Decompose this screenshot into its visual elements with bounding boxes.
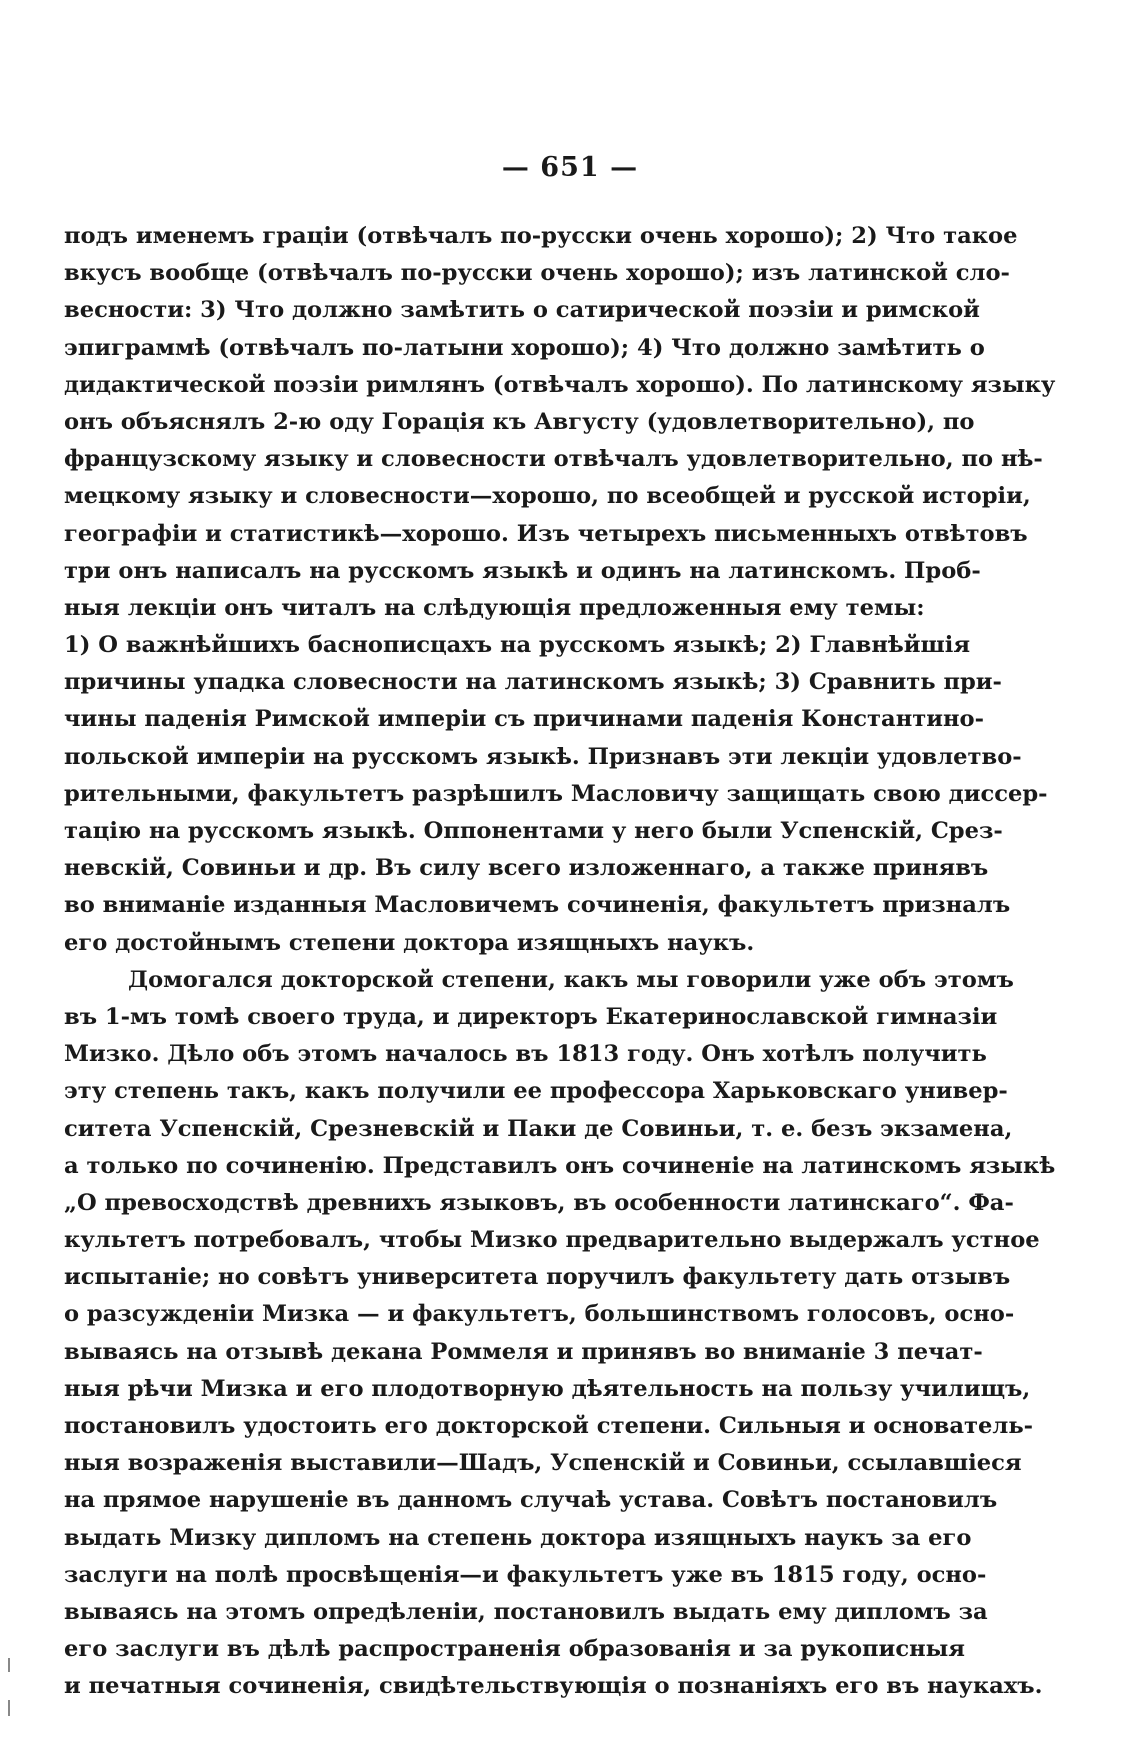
text-line: и печатныя сочиненія, свидѣтельствующія о познаніяхъ его въ наукахъ. <box>64 1673 1043 1700</box>
margin-mark <box>8 1700 10 1716</box>
text-line: чины паденія Римской имперіи съ причинами паденія Константино- <box>64 706 984 733</box>
text-line: подъ именемъ граціи (отвѣчалъ по-русски очень хорошо); 2) Что такое <box>64 223 1018 249</box>
text-line: заслуги на полѣ просвѣщенія—и факультетъ уже въ 1815 году, осно- <box>64 1561 987 1588</box>
text-line: польской имперіи на русскомъ языкѣ. Признавъ эти лекціи удовлетво- <box>64 743 1022 770</box>
text-line: онъ объяснялъ 2-ю оду Горація къ Августу (удовлетворительно), по <box>64 408 975 435</box>
text-line: географіи и статистикѣ—хорошо. Изъ четырехъ письменныхъ отвѣтовъ <box>64 520 1028 547</box>
text-line: его заслуги въ дѣлѣ распространенія образованія и за рукописныя <box>64 1636 965 1663</box>
text-line: „О превосходствѣ древнихъ языковъ, въ особенности латинскаго“. Фа- <box>64 1189 1014 1216</box>
text-line: тацію на русскомъ языкѣ. Оппонентами у него были Успенскій, Срез- <box>64 818 1003 844</box>
text-line: причины упадка словесности на латинскомъ языкѣ; 3) Сравнить при- <box>64 669 1002 696</box>
text-line: ситета Успенскій, Срезневскій и Паки де Совиньи, т. е. безъ экзамена, <box>64 1115 1013 1142</box>
text-line: Домогался докторской степени, какъ мы говорили уже объ этомъ <box>128 966 1014 993</box>
text-line: мецкому языку и словесности—хорошо, по всеобщей и русской исторіи, <box>64 483 1031 510</box>
text-line: культетъ потребовалъ, чтобы Мизко предварительно выдержалъ устное <box>64 1227 1040 1254</box>
text-line: на прямое нарушеніе въ данномъ случаѣ устава. Совѣтъ постановилъ <box>64 1487 998 1514</box>
text-line: въ 1-мъ томѣ своего труда, и директоръ Екатеринославской гимназіи <box>64 1003 998 1030</box>
page-number: — 651 — <box>501 152 639 183</box>
text-line: дидактической поэзіи римлянъ (отвѣчалъ хорошо). По латинскому языку <box>64 371 1056 398</box>
margin-mark <box>8 1658 10 1672</box>
text-line: испытаніе; но совѣтъ университета поручилъ факультету дать отзывъ <box>64 1264 1011 1291</box>
paragraph <box>64 218 1056 962</box>
text-line: Мизко. Дѣло объ этомъ началось въ 1813 году. Онъ хотѣлъ получить <box>64 1041 987 1068</box>
text-line: эпиграммѣ (отвѣчалъ по-латыни хорошо); 4) Что должно замѣтить о <box>64 334 985 361</box>
text-line: постановилъ удостоить его докторской степени. Сильныя и основатель- <box>64 1413 1034 1439</box>
text-line: три онъ написалъ на русскомъ языкѣ и одинъ на латинскомъ. Проб- <box>64 557 981 584</box>
text-line: вываясь на отзывѣ декана Роммеля и принявъ во вниманіе 3 печат- <box>64 1338 983 1365</box>
text-line: его достойнымъ степени доктора изящныхъ наукъ. <box>64 929 755 956</box>
text-line: во вниманіе изданныя Масловичемъ сочиненія, факультетъ призналъ <box>64 892 1011 919</box>
text-line: о разсужденіи Мизка — и факультетъ, большинствомъ голосовъ, осно- <box>64 1301 1015 1328</box>
text-line: 1) О важнѣйшихъ баснописцахъ на русскомъ языкѣ; 2) Главнѣйшія <box>64 632 971 659</box>
text-line: выдать Мизку дипломъ на степень доктора изящныхъ наукъ за его <box>64 1524 972 1551</box>
text-line: эту степень такъ, какъ получили ее профессора Харьковскаго универ- <box>64 1078 1008 1105</box>
paragraph <box>64 962 1056 1706</box>
text-line: вкусъ вообще (отвѣчалъ по-русски очень хорошо); изъ латинской сло- <box>64 260 1010 287</box>
text-line: ныя рѣчи Мизка и его плодотворную дѣятельность на пользу училищъ, <box>64 1375 1031 1402</box>
text-line: весности: 3) Что должно замѣтить о сатирической поэзіи и римской <box>64 297 980 324</box>
page-body-text <box>64 218 1056 1706</box>
text-line: а только по сочиненію. Представилъ онъ сочиненіе на латинскомъ языкѣ <box>64 1152 1056 1179</box>
text-line: невскій, Совиньи и др. Въ силу всего изложеннаго, а также принявъ <box>64 855 989 882</box>
text-line: рительными, факультетъ разрѣшилъ Масловичу защищать свою диссер- <box>64 780 1048 807</box>
text-line: ныя лекціи онъ читалъ на слѣдующія предложенныя ему темы: <box>64 594 925 621</box>
text-line: ныя возраженія выставили—Шадъ, Успенскій и Совиньи, ссылавшіеся <box>64 1450 1022 1477</box>
text-line: вываясь на этомъ опредѣленіи, постановилъ выдать ему дипломъ за <box>64 1598 988 1625</box>
text-line: французскому языку и словесности отвѣчалъ удовлетворительно, по нѣ- <box>64 446 1043 473</box>
